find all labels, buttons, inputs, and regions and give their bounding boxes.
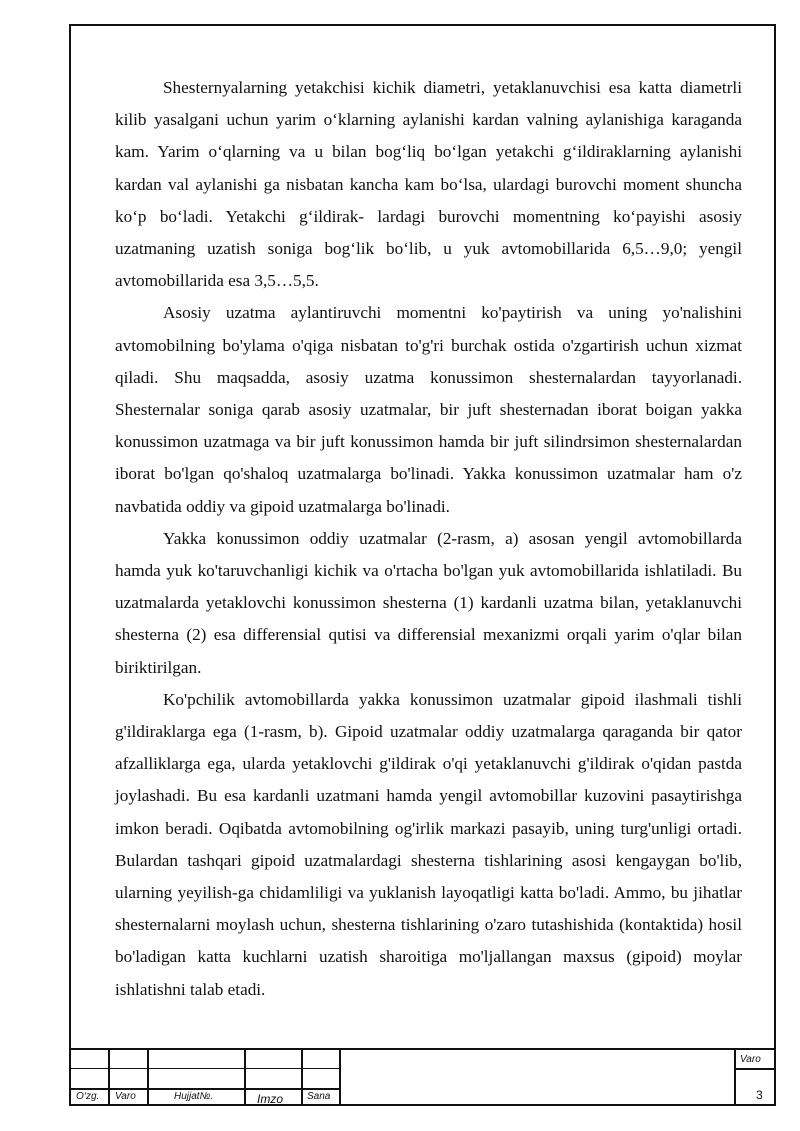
stamp-divider xyxy=(108,1050,110,1105)
stamp-row-line xyxy=(70,1068,340,1069)
paragraph: Yakka konussimon oddiy uzatmalar (2-rasm, a) asosan yengil avtomobillarda hamda yuk ko'taruvchanligi kichik va o'rtacha bo'lgan yuk avtomobillarida ishlatiladi. Bu uzatmalarda yetaklovchi konussimon shesterna (1) kardanli uzatma bilan, yetaklanuvchi shesterna (2) esa differensial qutisi va differensial mexanizmi orqali yarim o'qlar bilan biriktirilgan. xyxy=(115,528,742,677)
stamp-divider xyxy=(339,1050,341,1105)
stamp-label-sheet: Varo xyxy=(115,1091,136,1102)
stamp-row-line xyxy=(734,1068,775,1070)
paragraph: Asosiy uzatma aylantiruvchi momentni ko'paytirish va uning yo'nalishini avtomobilning bo'ylama o'qiga nisbatan to'g'ri burchak ostida o'zgartirish uchun xizmat qiladi. Shu maqsadda, asosiy uzatma konussimon shesternalardan tayyorlanadi. Shesternalar soniga qarab asosiy uzatmalar, bir juft shesternadan iborat boigan yakka konussimon uzatmaga va bir juft konussimon hamda bir juft silindrsimon shesternalardan iborat bo'lgan qo'shaloq uzatmalarga bo'linadi. Yakka konussimon uzatmalar ham o'z navbatida oddiy va gipoid uzatmalarga bo'linadi. xyxy=(115,303,742,516)
stamp-divider xyxy=(244,1050,246,1105)
body-text xyxy=(115,72,742,1006)
stamp-divider xyxy=(147,1050,149,1105)
stamp-divider xyxy=(301,1050,303,1105)
stamp-row-line xyxy=(70,1088,340,1090)
paragraph: Ko'pchilik avtomobillarda yakka konussimon uzatmalar gipoid ilashmali tishli g'ildiraklarga ega (1-rasm, b). Gipoid uzatmalar oddiy uzatmalarga qaraganda bir qator afzalliklarga ega, ularda yetaklovchi g'ildirak o'qi yetaklanuvchi g'ildirak o'qidan pastda joylashadi. Bu esa kardanli uzatmani hamda yengil avtomobillar kuzovini pasaytirishga imkon beradi. Oqibatda avtomobilning og'irlik markazi pasayib, uning turg'unligi ortadi. Bulardan tashqari gipoid uzatmalardagi shesterna tishlarining asosi kengaygan bo'lib, ularning yeyilish-ga chidamliligi va yuklanish layoqatligi katta bo'ladi. Ammo, bu jihatlar shesternalarni moylash uchun, shesterna tishlarining o'zaro tutashishida (kontaktida) hosil bo'ladigan katta kuchlarni uzatish sharoitiga mo'ljallangan maxsus (gipoid) moylar ishlatishni talab etadi. xyxy=(115,689,742,999)
paragraph: Shesternyalarning yetakchisi kichik diametri, yetaklanuvchisi esa katta diametrli kilib yasalgani uchun yarim o‘klarning aylanishi kardan valning aylanishiga karaganda kam. Yarim o‘qlarning va u bilan bog‘liq bo‘lgan yetakchi g‘ildiraklarning aylanishi kardan val aylanishi ga nisbatan kancha kam bo‘lsa, ulardagi burovchi moment shuncha ko‘p bo‘ladi. Yetakchi g‘ildirak- lardagi burovchi momentning ko‘payishi asosiy uzatmaning uzatish soniga bog‘lik bo‘lib, u yuk avtomobillarida 6,5…9,0; yengil avtomobillarida esa 3,5…5,5. xyxy=(115,78,742,291)
stamp-label-date: Sana xyxy=(307,1091,331,1102)
stamp-divider xyxy=(734,1050,736,1105)
page-number: 3 xyxy=(756,1088,763,1102)
stamp-label-document: Hujjat№. xyxy=(174,1091,214,1102)
stamp-label-signature: Imzo xyxy=(257,1092,284,1106)
stamp-label-change: O‘zg. xyxy=(76,1091,100,1102)
title-block-stamp xyxy=(70,1048,775,1105)
stamp-sheet-label: Varo xyxy=(740,1054,761,1065)
